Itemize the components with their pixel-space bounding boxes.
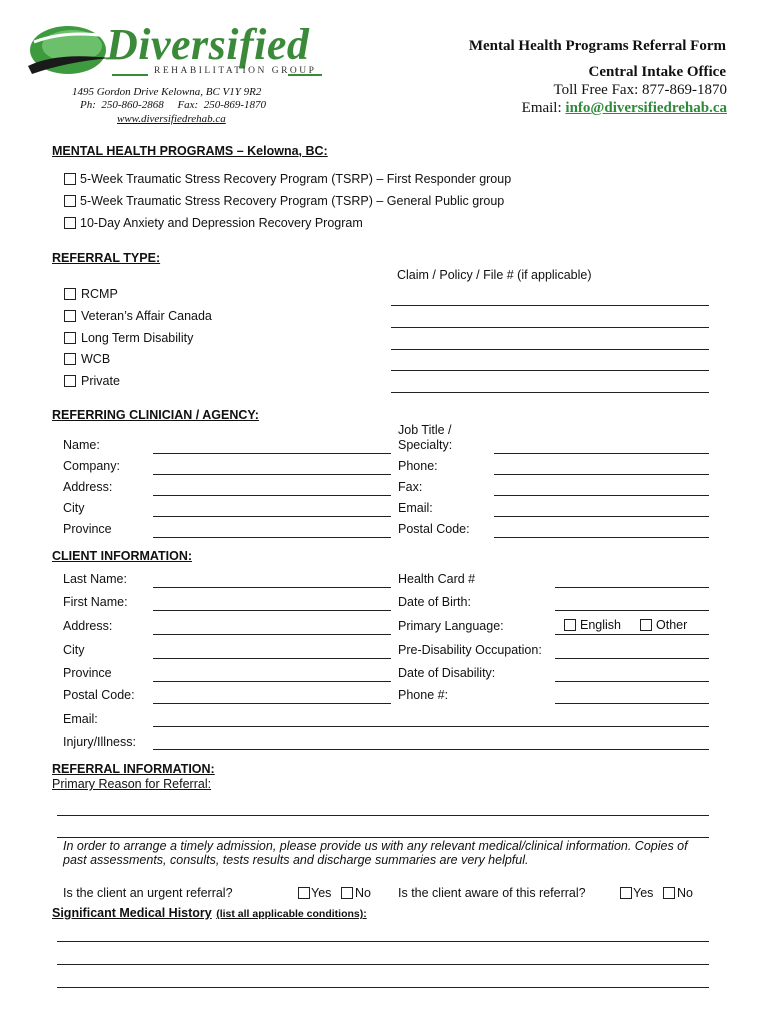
medical-history-title: Significant Medical History: [52, 906, 212, 920]
company-phone-fax: Ph: 250-860-2868 Fax: 250-869-1870: [80, 99, 267, 111]
logo-tagline: REHABILITATION GROUP: [154, 66, 317, 76]
client-dob-label: Date of Birth:: [398, 595, 471, 609]
clinician-name-field[interactable]: [153, 453, 391, 454]
client-postal-field[interactable]: [153, 703, 391, 704]
urgent-no-label: No: [355, 886, 371, 900]
programs-heading: MENTAL HEALTH PROGRAMS – Kelowna, BC:: [52, 144, 328, 158]
client-city-label: City: [63, 643, 85, 657]
claim-label: Claim / Policy / File # (if applicable): [397, 268, 592, 282]
program-label-3: 10-Day Anxiety and Depression Recovery Program: [80, 216, 363, 230]
client-injury-label: Injury/Illness:: [63, 735, 136, 749]
client-email-field[interactable]: [153, 726, 709, 727]
client-firstname-label: First Name:: [63, 595, 128, 609]
clinician-heading: REFERRING CLINICIAN / AGENCY:: [52, 408, 259, 422]
client-province-label: Province: [63, 666, 112, 680]
client-language-label: Primary Language:: [398, 619, 504, 633]
client-firstname-field[interactable]: [153, 610, 391, 611]
primary-reason-label: Primary Reason for Referral:: [52, 777, 212, 791]
client-disability-date-field[interactable]: [555, 681, 709, 682]
client-dob-field[interactable]: [555, 610, 709, 611]
aware-yes-label: Yes: [633, 886, 654, 900]
client-city-field[interactable]: [153, 658, 391, 659]
client-healthcard-field[interactable]: [555, 587, 709, 588]
client-occupation-field[interactable]: [555, 658, 709, 659]
email-link[interactable]: info@diversifiedrehab.ca: [565, 100, 727, 116]
referral-label-rcmp: RCMP: [81, 287, 118, 301]
clinician-city-label: City: [63, 501, 85, 515]
medical-history-sub: (list all applicable conditions):: [216, 908, 367, 920]
medical-history-heading: [52, 904, 367, 922]
primary-reason-field-2[interactable]: [57, 837, 709, 838]
urgent-yes-checkbox[interactable]: [298, 887, 310, 899]
client-phone-label: Phone #:: [398, 688, 449, 702]
program-label-2: 5-Week Traumatic Stress Recovery Program (TSRP) – General Public group: [80, 194, 505, 208]
client-postal-label: Postal Code:: [63, 688, 135, 702]
urgent-question: Is the client an urgent referral?: [63, 886, 233, 900]
email-line: [522, 100, 727, 117]
client-province-field[interactable]: [153, 681, 391, 682]
logo-name: Diversified: [106, 20, 310, 69]
clinical-note-line-2: past assessments, consults, tests results and discharge summaries are very helpful.: [63, 853, 529, 867]
clinician-jobtitle-label-2: Specialty:: [398, 438, 453, 452]
referral-type-heading: REFERRAL TYPE:: [52, 251, 161, 265]
clinician-address-label: Address:: [63, 480, 113, 494]
claim-field-3[interactable]: [391, 349, 709, 350]
referral-label-ltd: Long Term Disability: [81, 331, 194, 345]
clinician-fax-label: Fax:: [398, 480, 423, 494]
referral-label-private: Private: [81, 374, 120, 388]
client-address-field[interactable]: [153, 634, 391, 635]
client-email-label: Email:: [63, 712, 98, 726]
primary-reason-field-1[interactable]: [57, 815, 709, 816]
clinician-company-field[interactable]: [153, 474, 391, 475]
medical-history-field-1[interactable]: [57, 941, 709, 942]
company-address: 1495 Gordon Drive Kelowna, BC V1Y 9R2: [72, 86, 262, 98]
urgent-no-checkbox[interactable]: [341, 887, 353, 899]
client-healthcard-label: Health Card #: [398, 572, 476, 586]
client-injury-field[interactable]: [153, 749, 709, 750]
logo-tagline-rule-left: [112, 74, 148, 76]
claim-field-4[interactable]: [391, 370, 709, 371]
clinician-jobtitle-field[interactable]: [494, 453, 709, 454]
office-name: Central Intake Office: [588, 64, 726, 80]
client-language-field: [555, 634, 709, 635]
logo-swoosh-icon: [26, 22, 112, 80]
clinician-province-label: Province: [63, 522, 112, 536]
program-checkbox-2[interactable]: [64, 195, 76, 207]
clinician-phone-label: Phone:: [398, 459, 438, 473]
client-lastname-label: Last Name:: [63, 572, 127, 586]
company-website[interactable]: www.diversifiedrehab.ca: [117, 113, 226, 125]
aware-question: Is the client aware of this referral?: [398, 886, 586, 900]
clinician-company-label: Company:: [63, 459, 120, 473]
program-checkbox-3[interactable]: [64, 217, 76, 229]
program-checkbox-1[interactable]: [64, 173, 76, 185]
client-occupation-label: Pre-Disability Occupation:: [398, 643, 542, 657]
clinician-postal-label: Postal Code:: [398, 522, 470, 536]
language-other-label: Other: [656, 618, 688, 632]
clinician-phone-field[interactable]: [494, 474, 709, 475]
clinician-postal-field[interactable]: [494, 537, 709, 538]
clinical-note-line-1: In order to arrange a timely admission, please provide us with any relevant medical/clinical information. Copies of: [63, 839, 688, 853]
logo: [26, 20, 326, 82]
referral-checkbox-private[interactable]: [64, 375, 76, 387]
language-english-label: English: [580, 618, 621, 632]
program-label-1: 5-Week Traumatic Stress Recovery Program (TSRP) – First Responder group: [80, 172, 512, 186]
referral-label-veterans: Veteran’s Affair Canada: [81, 309, 212, 323]
client-phone-field[interactable]: [555, 703, 709, 704]
client-lastname-field[interactable]: [153, 587, 391, 588]
client-heading: CLIENT INFORMATION:: [52, 549, 193, 563]
logo-tagline-rule-right: [288, 74, 322, 76]
claim-field-1[interactable]: [391, 305, 709, 306]
email-label: Email:: [521, 100, 562, 116]
form-title: Mental Health Programs Referral Form: [468, 38, 726, 54]
client-address-label: Address:: [63, 619, 113, 633]
clinician-email-label: Email:: [398, 501, 433, 515]
referral-checkbox-ltd[interactable]: [64, 332, 76, 344]
medical-history-field-3[interactable]: [57, 987, 709, 988]
claim-field-2[interactable]: [391, 327, 709, 328]
clinician-address-field[interactable]: [153, 495, 391, 496]
urgent-yes-label: Yes: [311, 886, 332, 900]
client-disability-date-label: Date of Disability:: [398, 666, 496, 680]
clinician-province-field[interactable]: [153, 537, 391, 538]
referral-checkbox-veterans[interactable]: [64, 310, 76, 322]
language-english-checkbox[interactable]: [564, 619, 576, 631]
referral-checkbox-wcb[interactable]: [64, 353, 76, 365]
referral-checkbox-rcmp[interactable]: [64, 288, 76, 300]
clinician-name-label: Name:: [63, 438, 100, 452]
clinician-jobtitle-label-1: Job Title /: [398, 423, 452, 437]
medical-history-field-2[interactable]: [57, 964, 709, 965]
claim-field-5[interactable]: [391, 392, 709, 393]
referral-label-wcb: WCB: [81, 352, 111, 366]
clinician-email-field[interactable]: [494, 516, 709, 517]
referral-info-heading: REFERRAL INFORMATION:: [52, 762, 215, 776]
aware-yes-checkbox[interactable]: [620, 887, 632, 899]
aware-no-label: No: [677, 886, 693, 900]
aware-no-checkbox[interactable]: [663, 887, 675, 899]
clinician-fax-field[interactable]: [494, 495, 709, 496]
toll-free-fax: Toll Free Fax: 877-869-1870: [553, 82, 727, 98]
clinician-city-field[interactable]: [153, 516, 391, 517]
language-other-checkbox[interactable]: [640, 619, 652, 631]
